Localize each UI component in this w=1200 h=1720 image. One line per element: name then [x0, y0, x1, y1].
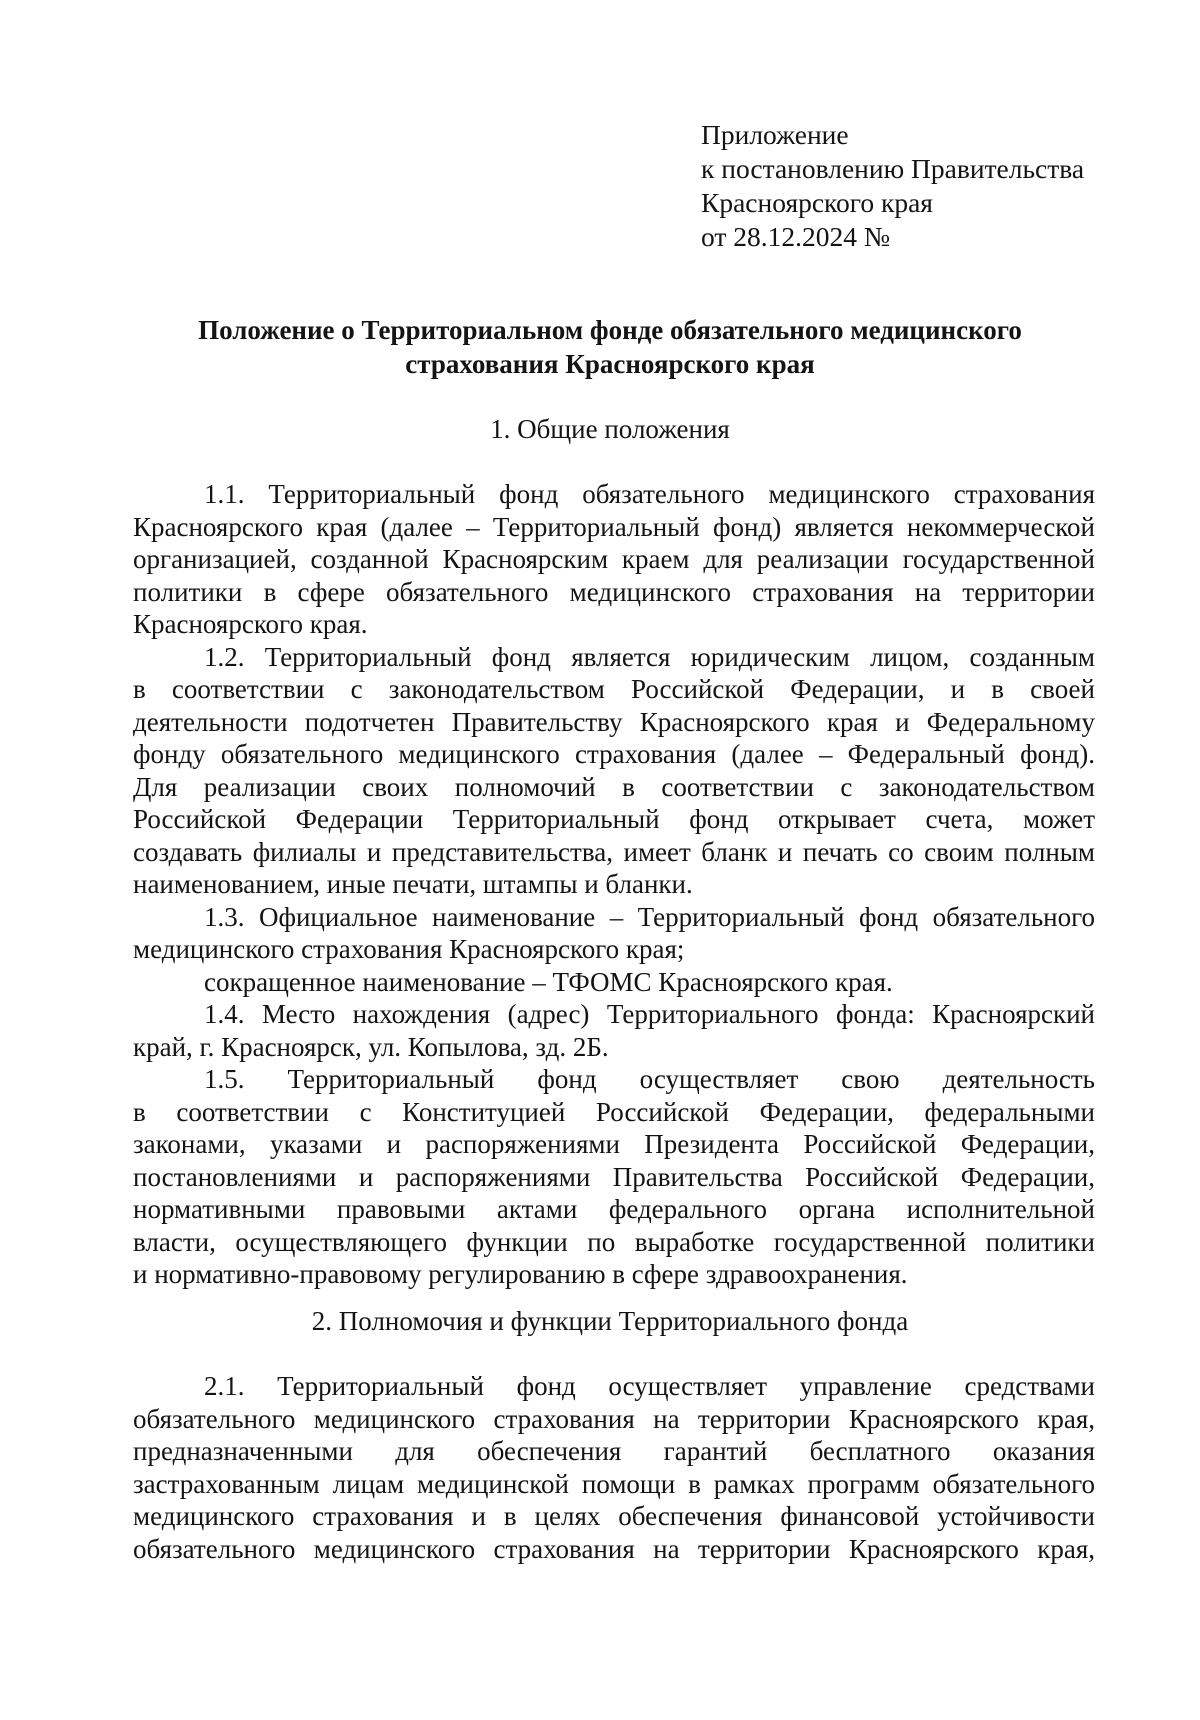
- paragraph-1-4: [133, 998, 1095, 1063]
- text-line: предназначенными для обеспечения гарантий бесплатного оказания: [133, 1436, 1095, 1466]
- text-line: 1.3. Официальное наименование – Территориальный фонд обязательного: [204, 901, 1095, 932]
- paragraph-1-1: [133, 478, 1095, 641]
- section-2-body: [133, 1370, 1095, 1565]
- text-line: обязательного медицинского страхования на территории Красноярского края,: [133, 1403, 1095, 1434]
- text-line: сокращенное наименование – ТФОМС Красноярского края.: [204, 966, 893, 997]
- paragraph-1-3: [133, 901, 1095, 999]
- text-line: Красноярского края.: [133, 609, 368, 639]
- section-1-heading: 1. Общие положения: [490, 414, 730, 444]
- paragraph-2-1: [133, 1370, 1095, 1565]
- document-title: [130, 313, 1090, 381]
- text-line: Красноярского края (далее – Территориальный фонд) является некоммерческой: [133, 511, 1095, 542]
- text-line: медицинского страхования и в целях обеспечения финансовой устойчивости: [133, 1501, 1095, 1531]
- title-line: страхования Красноярского края: [405, 349, 815, 379]
- text-line: законами, указами и распоряжениями Президента Российской Федерации,: [133, 1129, 1095, 1159]
- text-line: 1.1. Территориальный фонд обязательного медицинского страхования: [204, 479, 1095, 509]
- section-2-heading: 2. Полномочия и функции Территориального фонда: [311, 1306, 909, 1336]
- text-line: 2.1. Территориальный фонд осуществляет управление средствами: [204, 1371, 1095, 1401]
- paragraph-1-2: [133, 641, 1095, 901]
- text-line: постановлениями и распоряжениями Правительства Российской Федерации,: [133, 1161, 1095, 1192]
- appendix-block: [701, 118, 1171, 254]
- text-line: медицинского страхования Красноярского края;: [133, 934, 685, 964]
- appendix-line: Приложение: [701, 119, 849, 150]
- text-line: в соответствии с законодательством Российской Федерации, и в своей: [133, 674, 1095, 704]
- title-line: Положение о Территориальном фонде обязательного медицинского: [198, 315, 1022, 345]
- text-line: в соответствии с Конституцией Российской Федерации, федеральными: [133, 1096, 1095, 1127]
- text-line: наименованием, иные печати, штампы и бланки.: [133, 869, 693, 899]
- text-line: власти, осуществляющего функции по выработке государственной политики: [133, 1226, 1095, 1257]
- text-line: и нормативно-правовому регулированию в сфере здравоохранения.: [133, 1259, 908, 1289]
- text-line: край, г. Красноярск, ул. Копылова, зд. 2Б.: [133, 1031, 609, 1062]
- appendix-line: Красноярского края: [701, 187, 933, 218]
- text-line: деятельности подотчетен Правительству Красноярского края и Федеральному: [133, 706, 1095, 737]
- text-line: политики в сфере обязательного медицинского страхования на территории: [133, 576, 1095, 607]
- text-line: Российской Федерации Территориальный фонд открывает счета, может: [133, 804, 1095, 834]
- text-line: застрахованным лицам медицинской помощи в рамках программ обязательного: [133, 1468, 1095, 1499]
- appendix-line: от 28.12.2024 №: [701, 221, 891, 252]
- text-line: фонду обязательного медицинского страхования (далее – Федеральный фонд).: [133, 739, 1095, 769]
- text-line: создавать филиалы и представительства, имеет бланк и печать со своим полным: [133, 836, 1095, 867]
- text-line: обязательного медицинского страхования на территории Красноярского края,: [133, 1533, 1095, 1564]
- appendix-line: к постановлению Правительства: [701, 153, 1085, 184]
- text-line: 1.5. Территориальный фонд осуществляет свою деятельность: [204, 1064, 1095, 1094]
- text-line: 1.2. Территориальный фонд является юридическим лицом, созданным: [204, 641, 1095, 672]
- paragraph-1-5: [133, 1063, 1095, 1291]
- text-line: организацией, созданной Красноярским краем для реализации государственной: [133, 544, 1095, 574]
- section-1-body: [133, 478, 1095, 1291]
- text-line: 1.4. Место нахождения (адрес) Территориального фонда: Красноярский: [204, 999, 1095, 1029]
- text-line: Для реализации своих полномочий в соответствии с законодательством: [133, 771, 1095, 802]
- text-line: нормативными правовыми актами федерального органа исполнительной: [133, 1194, 1095, 1224]
